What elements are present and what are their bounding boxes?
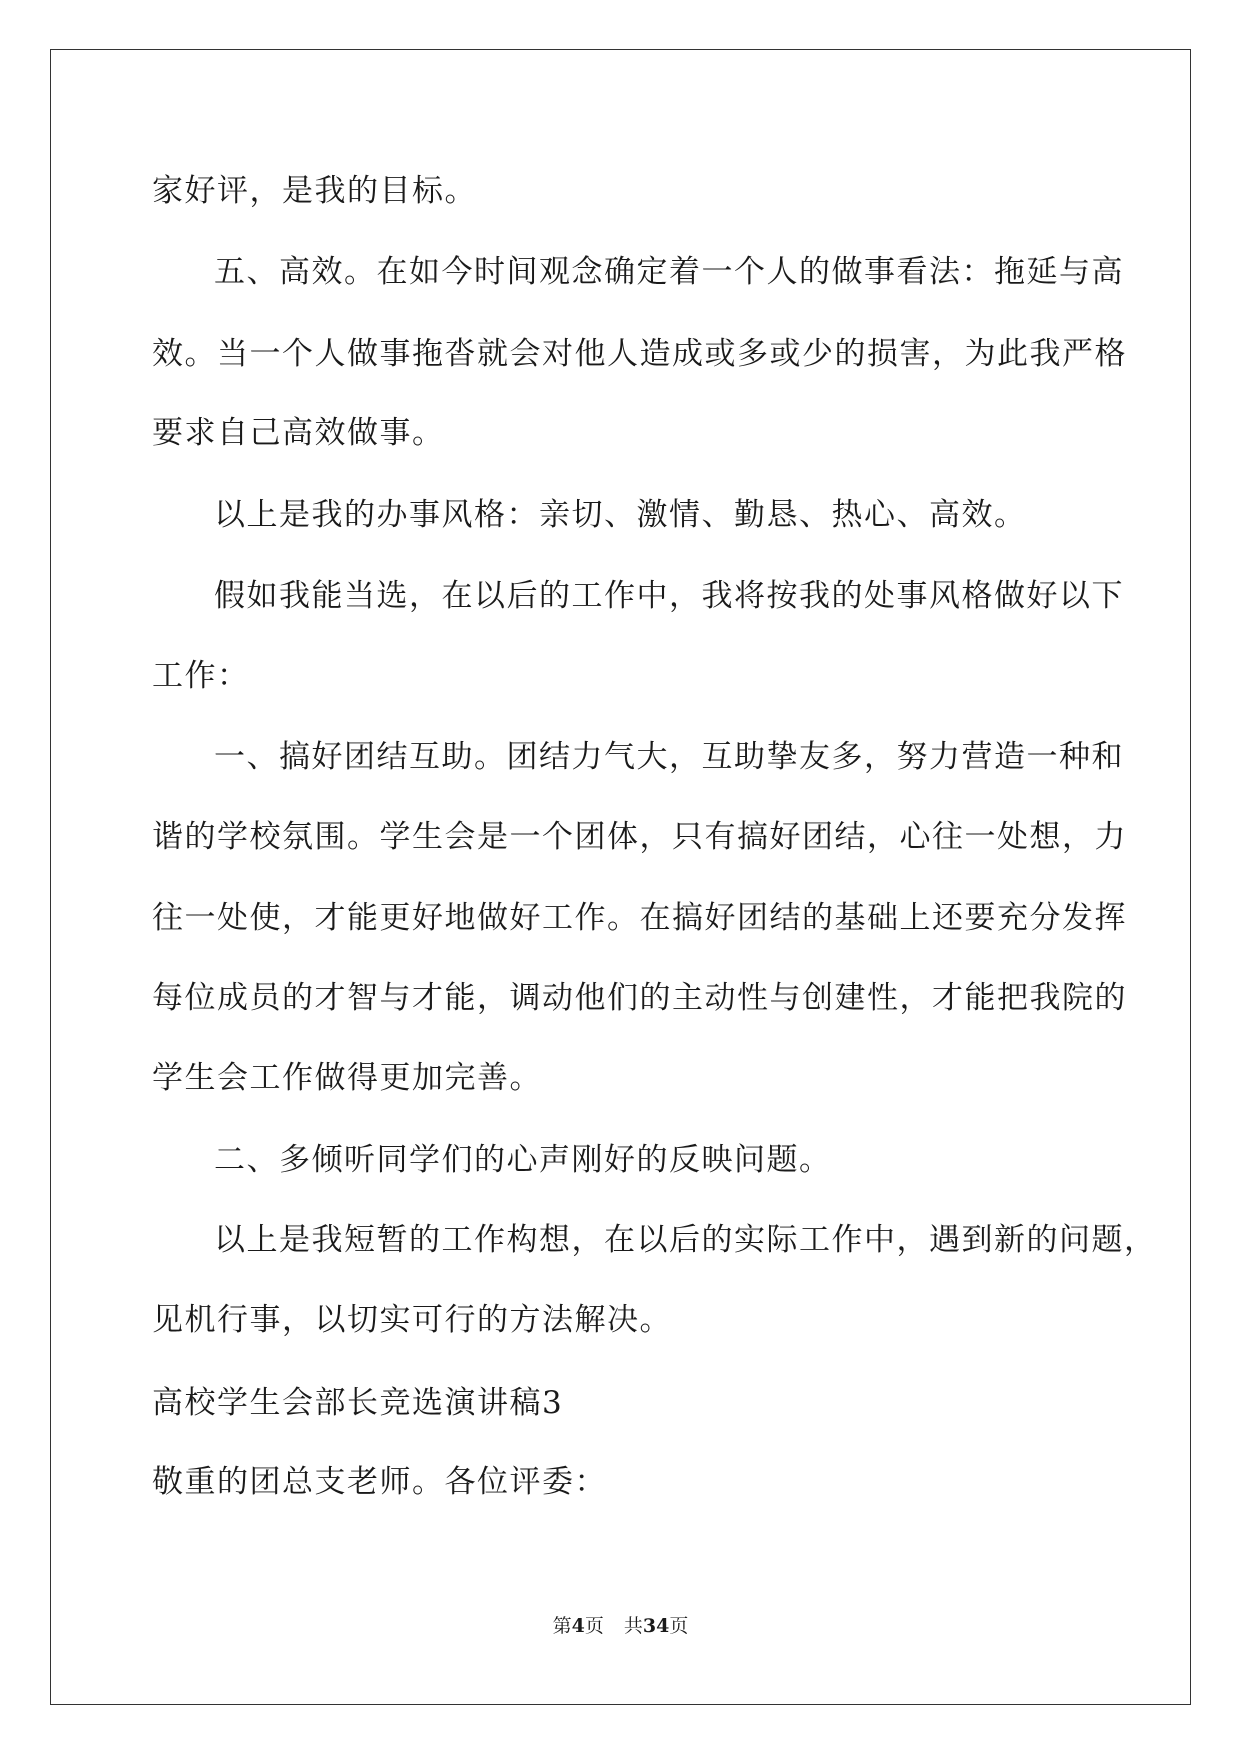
paragraph-line: 效。当一个人做事拖沓就会对他人造成或多或少的损害，为此我严格 (152, 336, 1127, 372)
paragraph-line: 往一处使，才能更好地做好工作。在搞好团结的基础上还要充分发挥 (152, 900, 1127, 936)
footer-total-suffix: 页 (669, 1615, 689, 1637)
page-border (50, 49, 1191, 1705)
paragraph-line: 每位成员的才智与才能，调动他们的主动性与创建性，才能把我院的 (152, 980, 1127, 1016)
paragraph-line: 见机行事，以切实可行的方法解决。 (152, 1302, 672, 1338)
page-footer (0, 1614, 1241, 1638)
paragraph-line: 要求自己高效做事。 (152, 415, 445, 451)
paragraph-line: 五、高效。在如今时间观念确定着一个人的做事看法：拖延与高 (214, 254, 1124, 290)
paragraph-line: 以上是我短暂的工作构想，在以后的实际工作中，遇到新的问题， (214, 1222, 1157, 1258)
paragraph-line: 工作： (152, 658, 250, 694)
section-heading: 高校学生会部长竞选演讲稿3 (152, 1385, 564, 1421)
salutation-line: 敬重的团总支老师。各位评委： (152, 1464, 607, 1500)
paragraph-line: 假如我能当选，在以后的工作中，我将按我的处事风格做好以下 (214, 578, 1124, 614)
paragraph-line: 二、多倾听同学们的心声刚好的反映问题。 (214, 1142, 832, 1178)
footer-page-suffix: 页 (584, 1615, 604, 1637)
paragraph-line: 家好评，是我的目标。 (152, 173, 477, 209)
footer-page-prefix: 第 (552, 1615, 572, 1637)
paragraph-line: 以上是我的办事风格：亲切、激情、勤恳、热心、高效。 (214, 497, 1027, 533)
footer-total-pages: 34 (642, 1615, 670, 1637)
paragraph-line: 谐的学校氛围。学生会是一个团体，只有搞好团结，心往一处想，力 (152, 819, 1127, 855)
paragraph-line: 一、搞好团结互助。团结力气大，互助挚友多，努力营造一种和 (214, 739, 1124, 775)
footer-page-number: 4 (571, 1615, 585, 1637)
paragraph-line: 学生会工作做得更加完善。 (152, 1060, 542, 1096)
footer-total-prefix: 共 (623, 1615, 643, 1637)
